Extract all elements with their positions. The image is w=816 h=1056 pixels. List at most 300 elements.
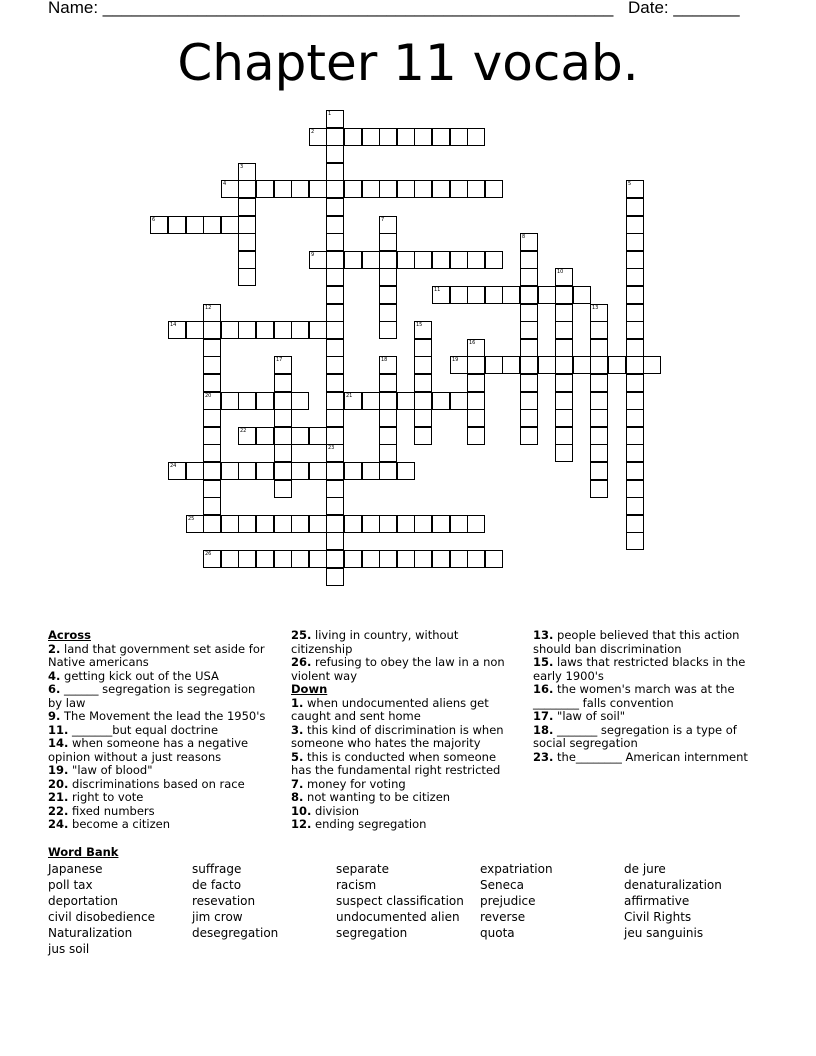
grid-cell[interactable] xyxy=(397,128,415,146)
grid-cell[interactable] xyxy=(520,427,538,445)
grid-cell[interactable] xyxy=(203,462,221,480)
word-bank-item: Naturalization xyxy=(48,926,133,940)
clue-item xyxy=(48,724,270,738)
grid-cell[interactable] xyxy=(626,462,644,480)
grid-cell[interactable] xyxy=(344,515,362,533)
grid-cell[interactable] xyxy=(221,216,239,234)
grid-cell[interactable] xyxy=(256,427,274,445)
grid-cell[interactable] xyxy=(326,145,344,163)
clue-text: money for voting xyxy=(303,776,406,791)
grid-cell[interactable] xyxy=(379,128,397,146)
grid-cell-22[interactable] xyxy=(238,427,256,445)
grid-cell[interactable] xyxy=(467,128,485,146)
grid-cell[interactable] xyxy=(291,392,309,410)
grid-cell[interactable] xyxy=(450,515,468,533)
grid-cell[interactable] xyxy=(626,480,644,498)
grid-cell[interactable] xyxy=(397,462,415,480)
grid-cell[interactable] xyxy=(203,374,221,392)
grid-cell[interactable] xyxy=(379,251,397,269)
grid-cell[interactable] xyxy=(379,321,397,339)
grid-cell[interactable] xyxy=(326,532,344,550)
clue-item xyxy=(291,724,513,751)
grid-cell[interactable] xyxy=(626,268,644,286)
grid-cell[interactable] xyxy=(432,180,450,198)
grid-cell[interactable] xyxy=(326,409,344,427)
word-bank-item: suffrage xyxy=(192,862,242,876)
word-bank-heading: Word Bank xyxy=(48,845,119,859)
grid-cell[interactable] xyxy=(555,409,573,427)
grid-cell[interactable] xyxy=(379,268,397,286)
grid-cell[interactable] xyxy=(379,392,397,410)
grid-cell[interactable] xyxy=(555,444,573,462)
clue-item xyxy=(533,724,759,751)
grid-cell[interactable] xyxy=(186,216,204,234)
clue-number: 13. xyxy=(533,628,554,642)
grid-cell[interactable] xyxy=(467,356,485,374)
grid-cell[interactable] xyxy=(626,216,644,234)
grid-cell[interactable] xyxy=(626,374,644,392)
grid-cell[interactable] xyxy=(274,427,292,445)
clue-number: 16 xyxy=(469,340,476,346)
grid-cell[interactable] xyxy=(238,216,256,234)
grid-cell[interactable] xyxy=(590,462,608,480)
grid-cell[interactable] xyxy=(274,550,292,568)
grid-cell[interactable] xyxy=(203,515,221,533)
grid-cell[interactable] xyxy=(432,515,450,533)
clue-text: _______but equal doctrine xyxy=(68,722,219,737)
clue-number: 9. xyxy=(48,709,61,723)
grid-cell[interactable] xyxy=(626,286,644,304)
grid-cell[interactable] xyxy=(291,550,309,568)
grid-cell[interactable] xyxy=(432,128,450,146)
grid-cell[interactable] xyxy=(344,180,362,198)
grid-cell[interactable] xyxy=(256,392,274,410)
grid-cell[interactable] xyxy=(432,251,450,269)
clue-number: 25 xyxy=(188,516,195,522)
grid-cell[interactable] xyxy=(414,180,432,198)
grid-cell[interactable] xyxy=(626,497,644,515)
grid-cell[interactable] xyxy=(203,409,221,427)
grid-cell[interactable] xyxy=(467,550,485,568)
clue-text: become a citizen xyxy=(68,817,171,831)
grid-cell[interactable] xyxy=(309,321,327,339)
grid-cell[interactable] xyxy=(590,444,608,462)
grid-cell-23[interactable] xyxy=(326,444,344,462)
grid-cell[interactable] xyxy=(573,356,591,374)
word-bank-item: desegregation xyxy=(192,926,279,940)
grid-cell[interactable] xyxy=(274,480,292,498)
word-bank-item: undocumented alien xyxy=(336,910,460,924)
grid-cell[interactable] xyxy=(520,286,538,304)
grid-cell[interactable] xyxy=(238,268,256,286)
grid-cell[interactable] xyxy=(450,392,468,410)
clue-item xyxy=(48,643,270,670)
grid-cell[interactable] xyxy=(203,497,221,515)
grid-cell[interactable] xyxy=(291,515,309,533)
grid-cell[interactable] xyxy=(555,321,573,339)
grid-cell[interactable] xyxy=(326,216,344,234)
grid-cell[interactable] xyxy=(309,180,327,198)
grid-cell[interactable] xyxy=(626,515,644,533)
grid-cell-19[interactable] xyxy=(450,356,468,374)
grid-cell[interactable] xyxy=(485,356,503,374)
grid-cell[interactable] xyxy=(450,251,468,269)
grid-cell-7[interactable] xyxy=(379,216,397,234)
grid-cell[interactable] xyxy=(274,444,292,462)
grid-cell[interactable] xyxy=(467,286,485,304)
grid-cell-16[interactable] xyxy=(467,339,485,357)
grid-cell[interactable] xyxy=(432,392,450,410)
grid-cell[interactable] xyxy=(362,515,380,533)
clue-item xyxy=(48,778,270,792)
grid-cell[interactable] xyxy=(590,374,608,392)
grid-cell[interactable] xyxy=(326,480,344,498)
grid-cell[interactable] xyxy=(590,321,608,339)
grid-cell[interactable] xyxy=(626,444,644,462)
grid-cell[interactable] xyxy=(221,550,239,568)
grid-cell[interactable] xyxy=(414,374,432,392)
grid-cell[interactable] xyxy=(344,128,362,146)
grid-cell[interactable] xyxy=(520,374,538,392)
word-bank-item: deportation xyxy=(48,894,118,908)
clue-text: discriminations based on race xyxy=(68,776,245,791)
grid-cell[interactable] xyxy=(326,374,344,392)
grid-cell[interactable] xyxy=(590,339,608,357)
grid-cell[interactable] xyxy=(467,374,485,392)
grid-cell[interactable] xyxy=(450,550,468,568)
grid-cell[interactable] xyxy=(309,462,327,480)
grid-cell[interactable] xyxy=(326,321,344,339)
down-heading: Down xyxy=(291,682,328,696)
grid-cell[interactable] xyxy=(274,180,292,198)
grid-cell[interactable] xyxy=(502,356,520,374)
grid-cell[interactable] xyxy=(274,409,292,427)
clue-text: getting kick out of the USA xyxy=(60,668,219,683)
grid-cell-20[interactable] xyxy=(203,392,221,410)
grid-cell[interactable] xyxy=(414,356,432,374)
grid-cell[interactable] xyxy=(274,462,292,480)
grid-cell[interactable] xyxy=(203,356,221,374)
grid-cell[interactable] xyxy=(274,392,292,410)
grid-cell[interactable] xyxy=(326,180,344,198)
grid-cell[interactable] xyxy=(362,392,380,410)
grid-cell[interactable] xyxy=(362,462,380,480)
grid-cell[interactable] xyxy=(291,180,309,198)
clue-text: The Movement the lead the 1950's xyxy=(60,709,266,723)
clue-number: 26. xyxy=(291,655,312,669)
grid-cell[interactable] xyxy=(379,515,397,533)
clue-number: 1. xyxy=(291,695,304,710)
page-title: Chapter 11 vocab. xyxy=(177,34,639,92)
grid-cell[interactable] xyxy=(555,392,573,410)
clue-number: 10. xyxy=(291,803,312,818)
grid-cell[interactable] xyxy=(520,251,538,269)
grid-cell[interactable] xyxy=(291,427,309,445)
clue-number: 24. xyxy=(48,817,69,831)
grid-cell[interactable] xyxy=(520,268,538,286)
grid-cell[interactable] xyxy=(555,304,573,322)
grid-cell-12[interactable] xyxy=(203,304,221,322)
grid-cell[interactable] xyxy=(379,180,397,198)
grid-cell[interactable] xyxy=(274,515,292,533)
grid-cell[interactable] xyxy=(538,356,556,374)
word-bank-item: jim crow xyxy=(192,910,243,924)
grid-cell[interactable] xyxy=(414,251,432,269)
grid-cell[interactable] xyxy=(326,268,344,286)
word-bank-item: segregation xyxy=(336,926,408,940)
name-field-label: Name: ______________________________________________________ xyxy=(48,0,614,17)
grid-cell[interactable] xyxy=(168,216,186,234)
grid-cell[interactable] xyxy=(203,216,221,234)
grid-cell-1[interactable] xyxy=(326,110,344,128)
grid-cell[interactable] xyxy=(344,462,362,480)
clue-number: 2 xyxy=(311,129,315,135)
clue-text: the women's march was at the ________ falls convention xyxy=(533,682,735,710)
grid-cell[interactable] xyxy=(485,251,503,269)
grid-cell-14[interactable] xyxy=(168,321,186,339)
grid-cell[interactable] xyxy=(238,392,256,410)
grid-cell[interactable] xyxy=(256,321,274,339)
grid-cell[interactable] xyxy=(626,304,644,322)
grid-cell[interactable] xyxy=(538,286,556,304)
grid-cell[interactable] xyxy=(309,515,327,533)
grid-cell-15[interactable] xyxy=(414,321,432,339)
grid-cell[interactable] xyxy=(520,409,538,427)
grid-cell[interactable] xyxy=(555,356,573,374)
grid-cell-6[interactable] xyxy=(150,216,168,234)
grid-cell[interactable] xyxy=(344,550,362,568)
grid-cell-9[interactable] xyxy=(309,251,327,269)
grid-cell[interactable] xyxy=(326,568,344,586)
grid-cell[interactable] xyxy=(326,251,344,269)
word-bank-item: separate xyxy=(336,862,389,876)
grid-cell[interactable] xyxy=(344,251,362,269)
grid-cell-25[interactable] xyxy=(186,515,204,533)
grid-cell[interactable] xyxy=(379,444,397,462)
grid-cell[interactable] xyxy=(221,392,239,410)
grid-cell[interactable] xyxy=(326,304,344,322)
grid-cell[interactable] xyxy=(626,339,644,357)
grid-cell[interactable] xyxy=(326,286,344,304)
grid-cell[interactable] xyxy=(274,321,292,339)
grid-cell[interactable] xyxy=(221,321,239,339)
grid-cell[interactable] xyxy=(203,427,221,445)
grid-cell[interactable] xyxy=(414,409,432,427)
grid-cell[interactable] xyxy=(467,180,485,198)
grid-cell[interactable] xyxy=(362,128,380,146)
clue-number: 24 xyxy=(170,463,177,469)
grid-cell[interactable] xyxy=(379,286,397,304)
grid-cell[interactable] xyxy=(379,409,397,427)
grid-cell[interactable] xyxy=(326,515,344,533)
clue-text: this is conducted when someone has the fundamental right restricted xyxy=(291,749,501,777)
grid-cell[interactable] xyxy=(626,532,644,550)
grid-cell[interactable] xyxy=(238,515,256,533)
grid-cell[interactable] xyxy=(414,427,432,445)
grid-cell[interactable] xyxy=(608,356,626,374)
grid-cell[interactable] xyxy=(238,198,256,216)
grid-cell[interactable] xyxy=(502,286,520,304)
grid-cell[interactable] xyxy=(326,198,344,216)
grid-cell[interactable] xyxy=(626,356,644,374)
word-bank-item: civil disobedience xyxy=(48,910,155,924)
grid-cell[interactable] xyxy=(414,392,432,410)
grid-cell[interactable] xyxy=(414,515,432,533)
grid-cell[interactable] xyxy=(362,180,380,198)
grid-cell-17[interactable] xyxy=(274,356,292,374)
clue-number: 5. xyxy=(291,749,304,764)
grid-cell[interactable] xyxy=(326,356,344,374)
grid-cell[interactable] xyxy=(467,409,485,427)
grid-cell[interactable] xyxy=(590,356,608,374)
grid-cell[interactable] xyxy=(256,515,274,533)
clues-column-1 xyxy=(48,629,270,832)
grid-cell[interactable] xyxy=(414,550,432,568)
grid-cell-8[interactable] xyxy=(520,233,538,251)
grid-cell[interactable] xyxy=(326,462,344,480)
grid-cell[interactable] xyxy=(221,462,239,480)
grid-cell-18[interactable] xyxy=(379,356,397,374)
grid-cell[interactable] xyxy=(256,180,274,198)
grid-cell-5[interactable] xyxy=(626,180,644,198)
grid-cell[interactable] xyxy=(397,251,415,269)
grid-cell[interactable] xyxy=(467,392,485,410)
clue-item xyxy=(48,818,270,832)
grid-cell-4[interactable] xyxy=(221,180,239,198)
clue-number: 11 xyxy=(434,287,441,293)
grid-cell[interactable] xyxy=(309,550,327,568)
grid-cell[interactable] xyxy=(379,550,397,568)
grid-cell[interactable] xyxy=(397,515,415,533)
grid-cell[interactable] xyxy=(626,233,644,251)
grid-cell-2[interactable] xyxy=(309,128,327,146)
grid-cell[interactable] xyxy=(414,339,432,357)
grid-cell[interactable] xyxy=(326,392,344,410)
grid-cell[interactable] xyxy=(291,321,309,339)
grid-cell[interactable] xyxy=(326,550,344,568)
grid-cell[interactable] xyxy=(203,321,221,339)
grid-cell[interactable] xyxy=(485,550,503,568)
grid-cell[interactable] xyxy=(326,427,344,445)
grid-cell[interactable] xyxy=(238,462,256,480)
grid-cell[interactable] xyxy=(362,550,380,568)
grid-cell[interactable] xyxy=(450,180,468,198)
grid-cell[interactable] xyxy=(520,339,538,357)
grid-cell[interactable] xyxy=(291,462,309,480)
grid-cell[interactable] xyxy=(379,233,397,251)
clue-text: land that government set aside for Native americans xyxy=(48,641,265,669)
grid-cell[interactable] xyxy=(626,198,644,216)
grid-cell-21[interactable] xyxy=(344,392,362,410)
grid-cell[interactable] xyxy=(450,128,468,146)
grid-cell[interactable] xyxy=(238,321,256,339)
grid-cell-13[interactable] xyxy=(590,304,608,322)
grid-cell[interactable] xyxy=(379,462,397,480)
grid-cell[interactable] xyxy=(397,392,415,410)
grid-cell[interactable] xyxy=(238,233,256,251)
grid-cell[interactable] xyxy=(573,286,591,304)
word-bank-item: resevation xyxy=(192,894,256,908)
grid-cell[interactable] xyxy=(520,304,538,322)
grid-cell[interactable] xyxy=(256,462,274,480)
grid-cell[interactable] xyxy=(414,128,432,146)
grid-cell[interactable] xyxy=(555,427,573,445)
grid-cell[interactable] xyxy=(379,304,397,322)
clue-number: 15 xyxy=(416,322,423,328)
clue-text: not wanting to be citizen xyxy=(303,790,451,804)
grid-cell[interactable] xyxy=(326,128,344,146)
grid-cell[interactable] xyxy=(626,409,644,427)
grid-cell[interactable] xyxy=(362,251,380,269)
grid-cell[interactable] xyxy=(309,427,327,445)
grid-cell[interactable] xyxy=(590,392,608,410)
grid-cell[interactable] xyxy=(379,427,397,445)
grid-cell[interactable] xyxy=(238,550,256,568)
grid-cell-26[interactable] xyxy=(203,550,221,568)
grid-cell[interactable] xyxy=(326,233,344,251)
grid-cell[interactable] xyxy=(203,480,221,498)
grid-cell[interactable] xyxy=(590,427,608,445)
grid-cell[interactable] xyxy=(238,251,256,269)
grid-cell[interactable] xyxy=(626,427,644,445)
grid-cell[interactable] xyxy=(379,374,397,392)
grid-cell[interactable] xyxy=(221,515,239,533)
clue-number: 9 xyxy=(311,252,315,258)
grid-cell[interactable] xyxy=(432,550,450,568)
clues-column-2 xyxy=(291,629,513,832)
grid-cell[interactable] xyxy=(626,251,644,269)
grid-cell[interactable] xyxy=(626,392,644,410)
grid-cell[interactable] xyxy=(238,180,256,198)
grid-cell[interactable] xyxy=(520,321,538,339)
grid-cell[interactable] xyxy=(555,374,573,392)
word-bank-item: poll tax xyxy=(48,878,93,892)
grid-cell[interactable] xyxy=(555,286,573,304)
grid-cell[interactable] xyxy=(326,163,344,181)
grid-cell-24[interactable] xyxy=(168,462,186,480)
grid-cell[interactable] xyxy=(626,321,644,339)
grid-cell-3[interactable] xyxy=(238,163,256,181)
grid-cell[interactable] xyxy=(590,480,608,498)
grid-cell[interactable] xyxy=(203,444,221,462)
grid-cell[interactable] xyxy=(397,550,415,568)
word-bank-item: prejudice xyxy=(480,894,536,908)
grid-cell[interactable] xyxy=(186,321,204,339)
grid-cell[interactable] xyxy=(186,462,204,480)
grid-cell[interactable] xyxy=(397,180,415,198)
clue-number: 1 xyxy=(328,111,332,117)
grid-cell[interactable] xyxy=(555,339,573,357)
grid-cell-11[interactable] xyxy=(432,286,450,304)
grid-cell[interactable] xyxy=(326,497,344,515)
grid-cell[interactable] xyxy=(485,180,503,198)
grid-cell[interactable] xyxy=(467,251,485,269)
grid-cell[interactable] xyxy=(520,356,538,374)
grid-cell[interactable] xyxy=(643,356,661,374)
grid-cell[interactable] xyxy=(203,339,221,357)
grid-cell[interactable] xyxy=(274,374,292,392)
grid-cell[interactable] xyxy=(590,409,608,427)
grid-cell[interactable] xyxy=(485,286,503,304)
grid-cell[interactable] xyxy=(467,515,485,533)
grid-cell-10[interactable] xyxy=(555,268,573,286)
grid-cell[interactable] xyxy=(256,550,274,568)
grid-cell[interactable] xyxy=(450,286,468,304)
grid-cell[interactable] xyxy=(467,427,485,445)
clue-item xyxy=(533,751,759,765)
grid-cell[interactable] xyxy=(326,339,344,357)
grid-cell[interactable] xyxy=(520,392,538,410)
